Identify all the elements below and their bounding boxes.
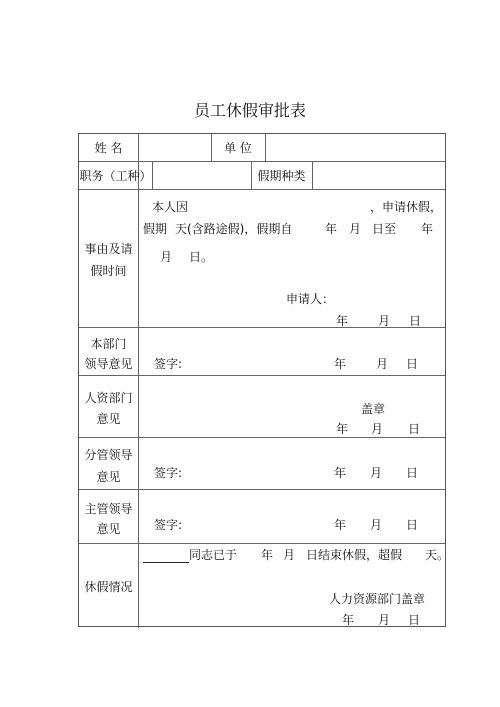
leave-status-label: 休假情况	[84, 580, 133, 594]
signature-label: 签字:	[154, 357, 183, 371]
signature-label: 签字:	[154, 518, 183, 532]
status-text: 月	[283, 548, 296, 562]
page-title: 员工休假审批表	[193, 101, 306, 120]
reason-text: 日。	[189, 250, 214, 264]
unit-label: 单 位	[224, 141, 252, 155]
date-year: 年	[336, 422, 349, 436]
date-day: 日	[408, 422, 421, 436]
column-divider	[265, 134, 266, 161]
row-divider	[79, 543, 445, 544]
hr-seal-label: 人力资源部门盖章	[329, 592, 426, 606]
name-label: 姓 名	[94, 141, 123, 155]
signature-label: 签字:	[154, 466, 183, 480]
dept-opinion-label: 本部门	[90, 337, 127, 351]
date-day: 日	[406, 357, 419, 371]
reason-text: 年	[421, 222, 434, 236]
reason-text: 假期	[143, 222, 168, 236]
reason-text: 月	[349, 222, 362, 236]
branch-opinion-label: 分管领导	[84, 448, 133, 462]
reason-text: 天(含路途假)，假期自	[175, 222, 293, 236]
date-month: 月	[371, 422, 384, 436]
chief-opinion-label: 意见	[96, 522, 121, 536]
date-month: 月	[378, 314, 391, 328]
reason-label: 假时间	[90, 264, 127, 278]
date-month: 月	[370, 518, 383, 532]
hr-opinion-label: 意见	[96, 412, 121, 426]
reason-label: 事由及请	[84, 242, 133, 256]
column-divider	[312, 161, 313, 189]
column-divider	[138, 134, 139, 628]
date-year: 年	[342, 613, 355, 627]
row-divider	[79, 437, 445, 438]
hr-opinion-label: 人资部门	[84, 391, 133, 405]
seal-label: 盖章	[361, 402, 386, 416]
chief-opinion-label: 主管领导	[84, 502, 133, 516]
reason-text: ，申请休假，	[370, 200, 443, 214]
reason-text: 本人因	[152, 200, 189, 214]
date-month: 月	[376, 357, 389, 371]
row-divider	[79, 327, 445, 328]
row-divider	[79, 189, 445, 190]
column-divider	[152, 161, 153, 189]
reason-text: 日至	[372, 222, 397, 236]
date-year: 年	[334, 357, 347, 371]
position-label: 职务（工种）	[79, 169, 152, 183]
leave-approval-form	[78, 133, 450, 627]
reason-text: 年	[325, 222, 338, 236]
reason-text: 月	[160, 250, 173, 264]
row-divider	[79, 161, 445, 162]
row-divider	[79, 489, 445, 490]
status-text: 天。	[425, 548, 450, 562]
applicant-label: 申请人：	[286, 292, 335, 306]
date-month: 月	[378, 613, 391, 627]
row-divider	[79, 375, 445, 376]
date-year: 年	[334, 518, 347, 532]
date-day: 日	[406, 518, 419, 532]
date-month: 月	[370, 466, 383, 480]
branch-opinion-label: 意见	[96, 470, 121, 484]
date-day: 日	[409, 314, 422, 328]
date-day: 日	[408, 613, 421, 627]
date-year: 年	[336, 314, 349, 328]
dept-opinion-label: 领导意见	[84, 357, 133, 371]
status-text: 同志已于	[189, 548, 238, 562]
status-text: 年	[261, 548, 274, 562]
status-text: 日结束休假，超假	[306, 548, 403, 562]
date-day: 日	[406, 466, 419, 480]
leave-type-label: 假期种类	[257, 169, 306, 183]
name-blank	[143, 562, 189, 563]
date-year: 年	[334, 466, 347, 480]
